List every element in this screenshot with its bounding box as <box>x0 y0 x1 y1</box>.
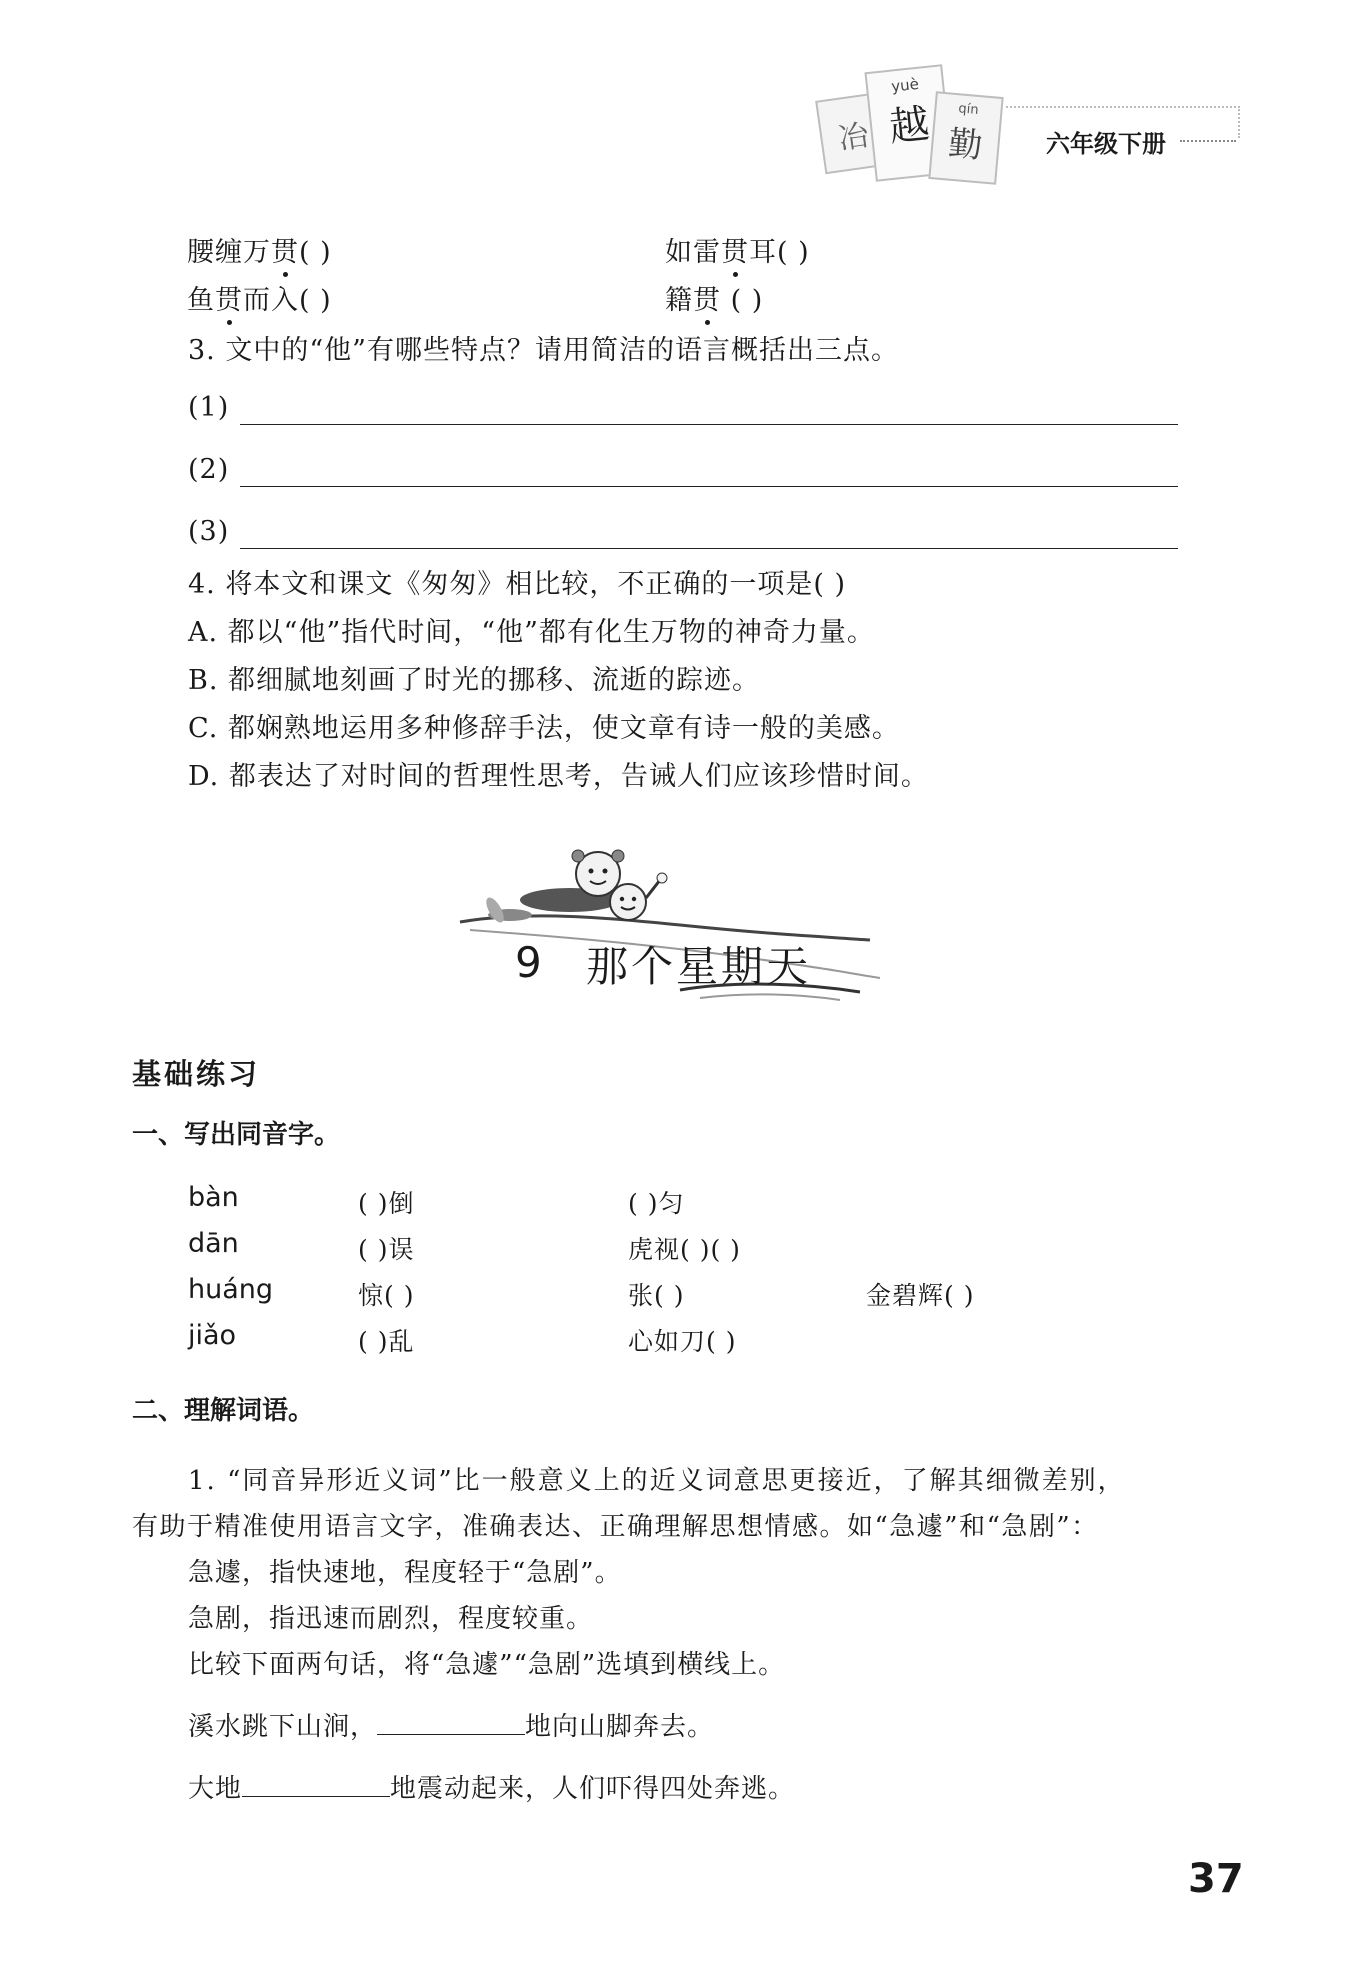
header-logo <box>820 58 1000 198</box>
part-1-title: 一、写出同音字。 <box>132 1120 341 1150</box>
answer-line-2[interactable] <box>240 486 1178 487</box>
sentence-1-pre: 溪水跳下山涧， <box>188 1712 378 1742</box>
homophone-pinyin-2: dān <box>188 1228 239 1259</box>
logo-char-3: 勤 <box>946 123 985 167</box>
answer-label-2: (2) <box>188 454 230 485</box>
homophone-3b: 张( ) <box>628 1281 685 1310</box>
sentence-2-post: 地震动起来，人们吓得四处奔逃。 <box>390 1774 796 1804</box>
sentence-1-post: 地向山脚奔去。 <box>525 1712 715 1742</box>
sentence-1 <box>188 1706 714 1743</box>
homophone-3c: 金碧辉( ) <box>866 1281 975 1310</box>
header-dotted-frame <box>1006 106 1240 138</box>
homophone-pinyin-3: huáng <box>188 1274 274 1305</box>
answer-line-3[interactable] <box>240 548 1178 549</box>
logo-char-2: 越 <box>887 101 932 151</box>
answer-label-3: (3) <box>188 516 230 547</box>
paragraph-1-line-1: 1. “同音异形近义词”比一般意义上的近义词意思更接近，了解其细微差别， <box>188 1466 1126 1496</box>
page-number: 37 <box>1188 1856 1244 1902</box>
option-b: B. 都细腻地刻画了时光的挪移、流逝的踪迹。 <box>188 665 761 696</box>
chapter-title: 那个星期天 <box>586 942 812 991</box>
header-dotted-line <box>1180 140 1236 142</box>
sentence-1-blank[interactable] <box>377 1734 525 1735</box>
sentence-2-blank[interactable] <box>242 1796 390 1797</box>
logo-tile-right <box>928 91 1003 185</box>
answer-line-1[interactable] <box>240 424 1178 425</box>
answer-label-1: (1) <box>188 392 230 423</box>
logo-pinyin-1: yuè <box>890 74 920 96</box>
grade-label: 六年级下册 <box>1046 130 1166 158</box>
section-basic-title: 基础练习 <box>132 1057 261 1091</box>
word-item-3: 鱼贯而入( ) <box>187 278 332 317</box>
word-item-1: 腰缠万贯( ) <box>187 230 332 269</box>
sentence-2-pre: 大地 <box>188 1774 243 1804</box>
homophone-pinyin-4: jiǎo <box>188 1320 237 1351</box>
option-c: C. 都娴熟地运用多种修辞手法，使文章有诗一般的美感。 <box>188 713 900 744</box>
question-4: 4. 将本文和课文《匆匆》相比较，不正确的一项是( ) <box>188 569 846 600</box>
homophone-4a: ( )乱 <box>358 1327 415 1356</box>
homophone-1a: ( )倒 <box>358 1189 415 1218</box>
word-item-2: 如雷贯耳( ) <box>665 230 810 269</box>
homophone-2b: 虎视( )( ) <box>628 1235 741 1264</box>
instruction: 比较下面两句话，将“急遽”“急剧”选填到横线上。 <box>188 1650 786 1680</box>
chapter-number: 9 <box>515 938 545 987</box>
logo-pinyin-2: qín <box>957 101 980 118</box>
definition-1: 急遽，指快速地，程度轻于“急剧”。 <box>188 1558 622 1588</box>
word-item-4: 籍贯 ( ) <box>665 278 763 317</box>
option-d: D. 都表达了对时间的哲理性思考，告诫人们应该珍惜时间。 <box>188 761 929 792</box>
question-3: 3. 文中的“他”有哪些特点？请用简洁的语言概括出三点。 <box>188 335 899 366</box>
homophone-4b: 心如刀( ) <box>628 1327 737 1356</box>
definition-2: 急剧，指迅速而剧烈，程度较重。 <box>188 1604 594 1634</box>
sentence-2 <box>188 1768 795 1805</box>
homophone-2a: ( )误 <box>358 1235 415 1264</box>
part-2-title: 二、理解词语。 <box>132 1396 315 1426</box>
paragraph-1-line-2: 有助于精准使用语言文字，准确表达、正确理解思想情感。如“急遽”和“急剧”： <box>132 1512 1099 1542</box>
homophone-1b: ( )匀 <box>628 1189 685 1218</box>
logo-char-1: 冶 <box>836 118 871 157</box>
homophone-pinyin-1: bàn <box>188 1182 239 1213</box>
homophone-3a: 惊( ) <box>358 1281 415 1310</box>
option-a: A. 都以“他”指代时间，“他”都有化生万物的神奇力量。 <box>188 617 875 648</box>
